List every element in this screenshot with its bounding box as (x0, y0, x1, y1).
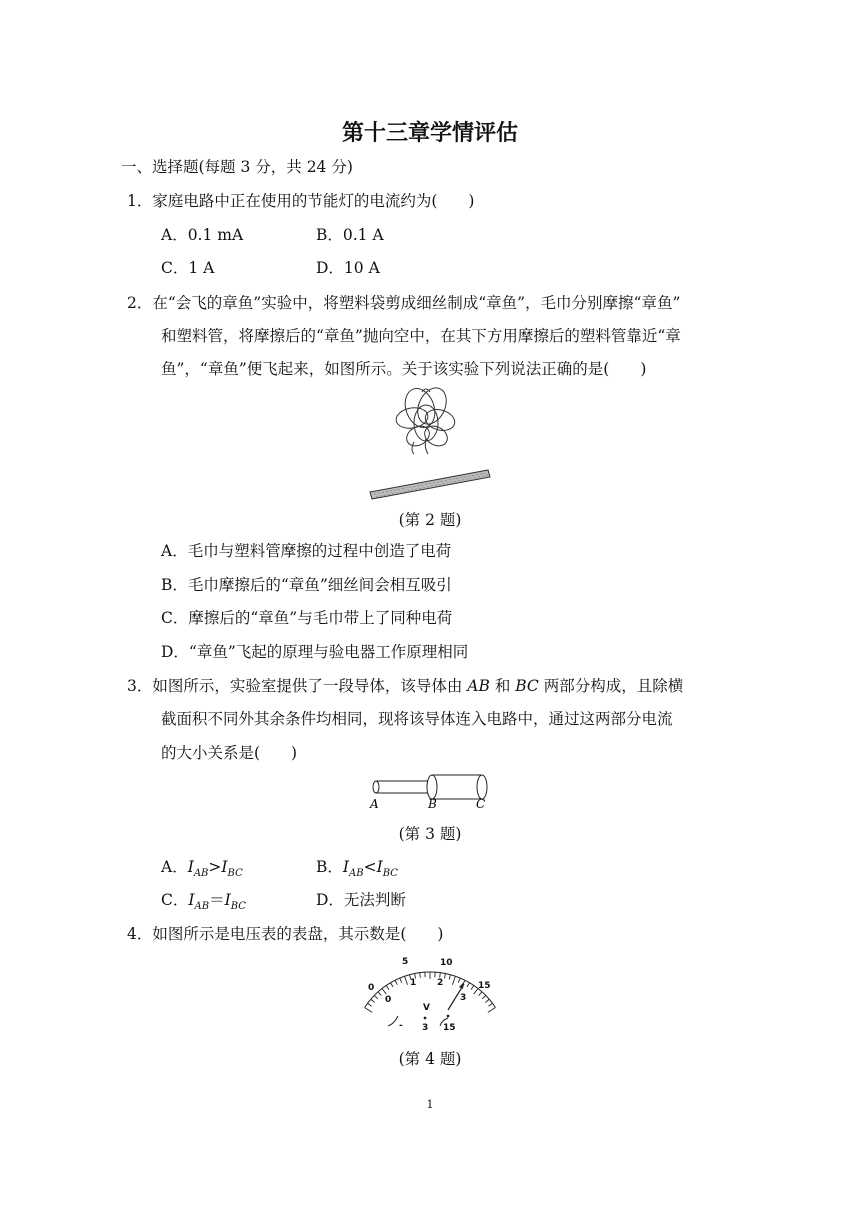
octopus-figure (360, 378, 500, 500)
outer-0: 0 (368, 983, 375, 993)
q2-figure-caption: (第 2 题) (398, 511, 462, 529)
dial-tick (374, 995, 378, 998)
inner-3: 3 (460, 993, 467, 1003)
dial-tick (458, 978, 460, 983)
label-a: A (370, 797, 379, 811)
dial-tick (371, 999, 375, 1002)
q1-stem: 1．家庭电路中正在使用的节能灯的电流约为( ) (127, 192, 475, 210)
q3-option-a: A．$I_{AB}>I_{BC}$ (161, 858, 243, 880)
dial-tick (488, 1003, 492, 1006)
inner-2: 2 (437, 978, 444, 988)
q2-option-c: C．摩擦后的“章鱼”与毛巾带上了同种电荷 (161, 609, 453, 627)
q1-option-d: D．10 A (316, 259, 380, 277)
q2-stem-line3: 鱼”，“章鱼”便飞起来，如图所示。关于该实验下列说法正确的是( ) (161, 360, 647, 378)
dial-tick (485, 999, 489, 1002)
voltmeter-dial (364, 954, 496, 1034)
dial-tick (395, 980, 397, 984)
outer-15: 15 (478, 981, 491, 991)
dial-tick (467, 983, 470, 987)
q1-option-b: B．0.1 A (316, 226, 384, 244)
outer-5: 5 (402, 957, 409, 967)
q3-option-d: D．无法判断 (316, 891, 406, 909)
dial-tick (382, 989, 386, 995)
dial-tick (368, 1003, 372, 1006)
terminal-3: 3 (422, 1023, 429, 1033)
dial-tick (420, 973, 421, 978)
label-b: B (428, 797, 437, 811)
q1-option-a: A．0.1 mA (161, 226, 244, 244)
dial-tick (488, 1008, 496, 1013)
dial-tick (471, 985, 474, 989)
page-title: 第十三章学情评估 (341, 121, 518, 146)
inner-0: 0 (385, 995, 392, 1005)
conductor-figure (368, 772, 498, 812)
dial-tick (405, 976, 408, 985)
dial-tick (482, 995, 486, 998)
dial-tick (452, 976, 455, 985)
q3-figure-caption: (第 3 题) (398, 825, 462, 843)
terminal-neg: - (399, 1021, 403, 1031)
dial-tick (444, 974, 445, 979)
q2-stem-line2: 和塑料管，将摩擦后的“章鱼”抛向空中，在其下方用摩擦后的塑料管靠近“章 (161, 327, 681, 345)
terminal-15: 15 (443, 1023, 456, 1033)
dial-tick (449, 975, 450, 980)
q2-stem-line1: 2．在“会飞的章鱼”实验中，将塑料袋剪成细丝制成“章鱼”，毛巾分别摩擦“章鱼” (127, 294, 681, 312)
dial-tick (378, 992, 381, 996)
dial-tick (386, 985, 389, 989)
inner-1: 1 (410, 978, 417, 988)
q3-stem-line2: 截面积不同外其余条件均相同，现将该导体连入电路中，通过这两部分电流 (161, 710, 673, 728)
dial-tick (440, 973, 441, 978)
q2-option-b: B．毛巾摩擦后的“章鱼”细丝间会相互吸引 (161, 576, 452, 594)
q2-option-d: D．“章鱼”飞起的原理与验电器工作原理相同 (161, 643, 469, 661)
dial-tick (391, 983, 394, 987)
outer-10: 10 (440, 958, 453, 968)
page-number: 1 (426, 1098, 434, 1111)
q3-option-b: B．$I_{AB}<I_{BC}$ (316, 858, 398, 880)
dial-tick (479, 992, 482, 996)
unit-v: V (423, 1003, 430, 1013)
label-c: C (476, 797, 486, 811)
q4-figure-caption: (第 4 题) (398, 1050, 462, 1068)
q4-stem: 4．如图所示是电压表的表盘，其示数是( ) (127, 925, 444, 943)
q3-stem-line3: 的大小关系是( ) (161, 744, 298, 762)
q3-stem-line1: 3．如图所示，实验室提供了一段导体，该导体由 AB 和 BC 两部分构成，且除横 (127, 677, 684, 695)
q2-option-a: A．毛巾与塑料管摩擦的过程中创造了电荷 (161, 542, 452, 560)
dial-tick (365, 1008, 373, 1013)
dial-tick (400, 978, 402, 983)
section-heading: 一、选择题(每题 3 分，共 24 分) (121, 158, 353, 176)
q1-option-c: C．1 A (161, 259, 215, 277)
q3-option-c: C．$I_{AB}=I_{BC}$ (161, 891, 246, 913)
